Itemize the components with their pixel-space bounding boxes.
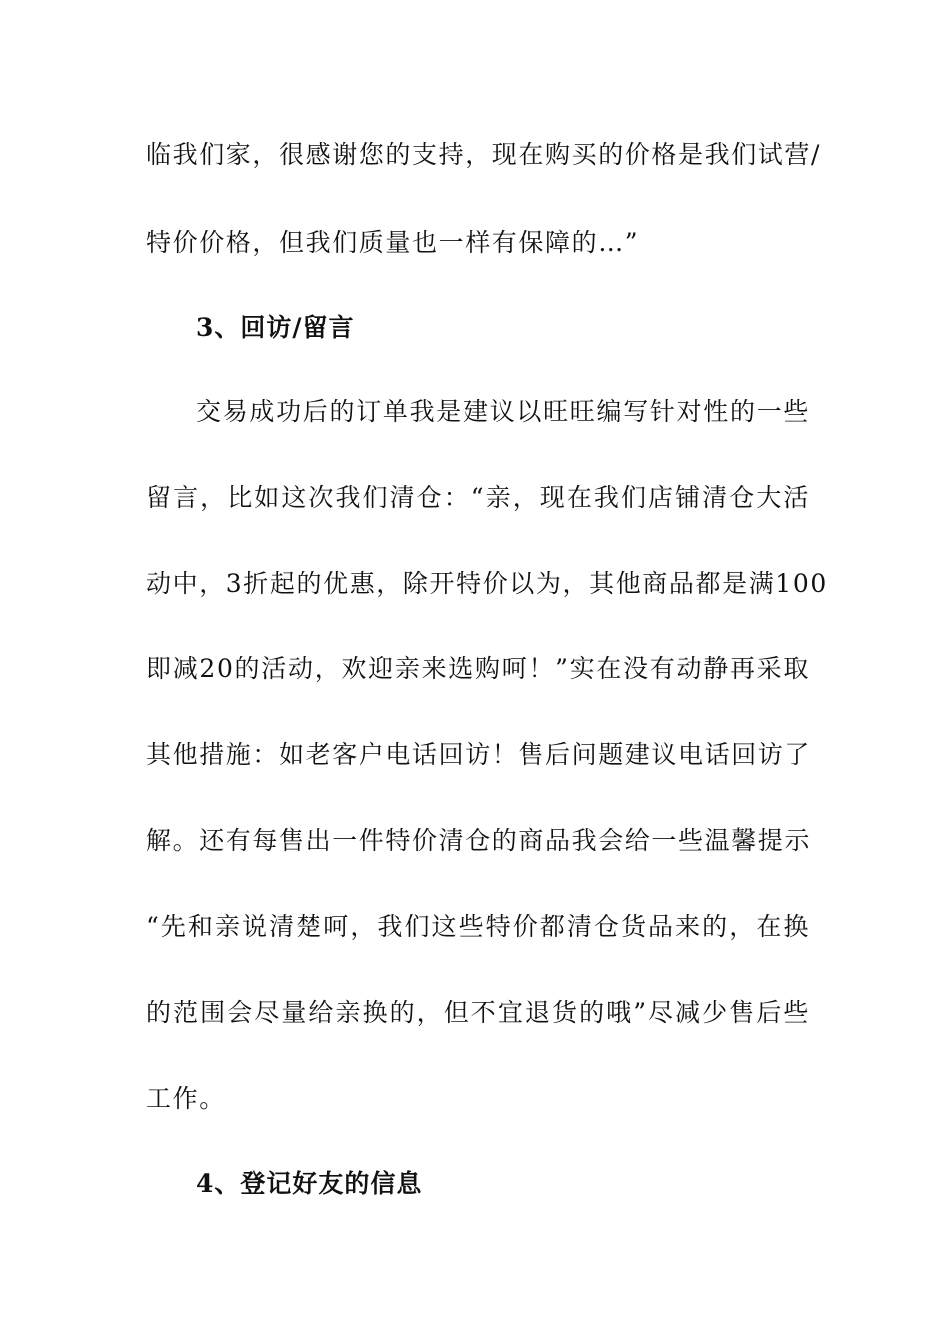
section-heading-4: 4、登记好友的信息 xyxy=(196,1169,423,1198)
paragraph-line: 解。还有每售出一件特价清仓的商品我会给一些温馨提示 xyxy=(146,826,812,855)
paragraph-line: 特价价格，但我们质量也一样有保障的…” xyxy=(146,228,640,257)
paragraph-line: 临我们家，很感谢您的支持，现在购买的价格是我们试营/ xyxy=(146,140,822,169)
paragraph-line: 动中，3折起的优惠，除开特价以为，其他商品都是满100 xyxy=(146,569,828,598)
paragraph-line: 工作。 xyxy=(146,1084,226,1113)
paragraph-line: 的范围会尽量给亲换的，但不宜退货的哦”尽减少售后些 xyxy=(146,998,810,1027)
paragraph-line: 交易成功后的订单我是建议以旺旺编写针对性的一些 xyxy=(196,397,810,426)
paragraph-line: “先和亲说清楚呵，我们这些特价都清仓货品来的，在换 xyxy=(146,912,810,941)
section-heading-3: 3、回访/留言 xyxy=(196,313,355,342)
paragraph-line: 其他措施：如老客户电话回访！售后问题建议电话回访了 xyxy=(146,740,812,769)
paragraph-line: 留言，比如这次我们清仓：“亲，现在我们店铺清仓大活 xyxy=(146,483,810,512)
paragraph-line: 即减20的活动，欢迎亲来选购呵！”实在没有动静再采取 xyxy=(146,654,810,683)
